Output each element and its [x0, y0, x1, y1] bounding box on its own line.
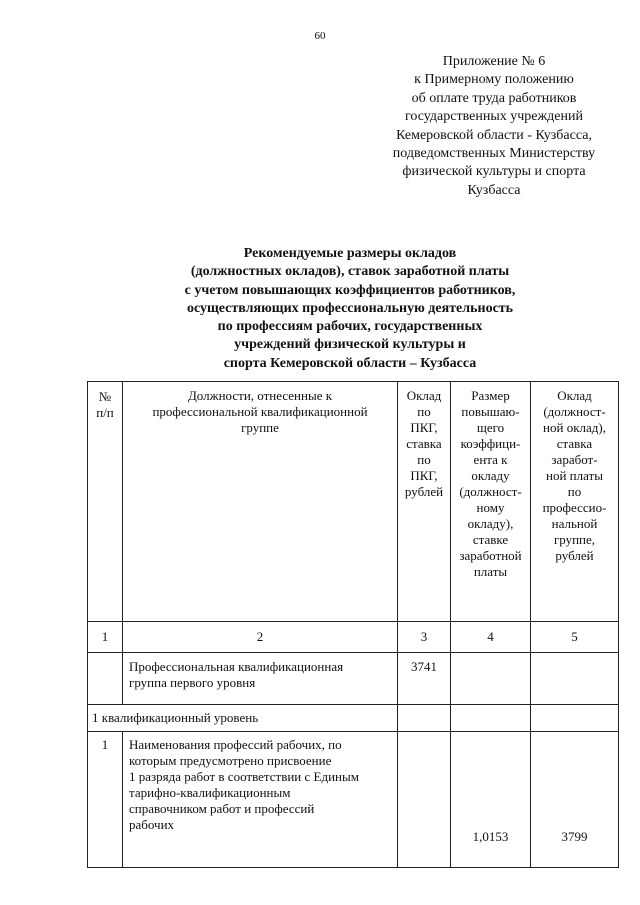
header-position — [123, 382, 398, 622]
column-number: 4 — [451, 622, 531, 653]
title-line: спорта Кемеровской области – Кузбасса — [223, 355, 477, 371]
header-line: профессио- — [542, 500, 607, 515]
profession-coefficient-cell: 1,0153 — [451, 732, 531, 868]
header-line: (должност- — [543, 404, 606, 419]
profession-pkg-cell — [398, 732, 451, 868]
table-header-row — [88, 382, 619, 622]
header-line: Должности, отнесенные к — [187, 388, 333, 403]
header-line: ставка — [556, 436, 593, 451]
cell-line: Профессиональная квалификационная — [129, 659, 344, 674]
header-line: коэффици- — [460, 436, 521, 451]
header-line: Размер — [471, 388, 510, 403]
group-salary-cell: 3741 — [398, 653, 451, 705]
header-line: рублей — [555, 548, 594, 563]
appendix-line: физической культуры и спорта — [402, 164, 586, 180]
header-line: ставка — [406, 436, 442, 451]
appendix-line: об оплате труда работников — [411, 90, 577, 106]
profession-salary-cell: 3799 — [531, 732, 619, 868]
header-coefficient — [451, 382, 531, 622]
salary-table — [87, 381, 619, 868]
group-name-cell — [123, 653, 398, 705]
column-numbers-row — [88, 622, 619, 653]
cell-line: группа первого уровня — [129, 675, 256, 690]
header-line: группе, — [553, 532, 596, 547]
profession-index-cell: 1 — [88, 732, 123, 868]
title-line: по профессиям рабочих, государственных — [217, 319, 483, 335]
level-empty-cell — [531, 705, 619, 732]
header-line: заработной — [459, 548, 522, 563]
group-final-cell — [531, 653, 619, 705]
column-number: 5 — [531, 622, 619, 653]
appendix-line: к Примерному положению — [414, 72, 574, 88]
title-line: с учетом повышающих коэффициентов работников, — [184, 282, 516, 298]
header-line: щего — [476, 420, 505, 435]
header-line: нальной — [551, 516, 598, 531]
header-line: ента к — [473, 452, 508, 467]
page-number: 60 — [314, 30, 326, 42]
header-line: Оклад — [406, 388, 442, 403]
appendix-line: Кузбасса — [467, 182, 521, 198]
cell-line: справочником работ и профессий — [129, 801, 315, 816]
header-line: группе — [241, 420, 279, 435]
level-empty-cell — [398, 705, 451, 732]
profession-name-cell — [123, 732, 398, 868]
header-line: п/п — [96, 405, 114, 420]
header-number — [88, 382, 123, 622]
header-line: № — [98, 389, 112, 404]
cell-line: которым предусмотрено присвоение — [129, 753, 332, 768]
header-line: ной платы — [546, 468, 603, 483]
level-name-cell: 1 квалификационный уровень — [88, 705, 398, 732]
title-line: (должностных окладов), ставок заработной платы — [190, 264, 510, 280]
header-line: ставке — [472, 532, 509, 547]
title-line: Рекомендуемые размеры окладов — [243, 246, 457, 261]
header-line: ному — [476, 500, 505, 515]
title-line: учреждений физической культуры и — [234, 337, 466, 353]
table-row-level — [88, 705, 619, 732]
header-line: ПКГ, — [410, 468, 438, 483]
column-number: 1 — [88, 622, 123, 653]
header-line: профессиональной квалификационной — [152, 404, 368, 419]
document-title — [120, 245, 580, 373]
header-line: ной оклад), — [543, 420, 606, 435]
header-line: окладу), — [467, 516, 514, 531]
header-line: повышаю- — [461, 404, 520, 419]
header-line: ПКГ, — [410, 420, 438, 435]
header-final-salary — [531, 382, 619, 622]
header-line: окладу — [471, 468, 510, 483]
appendix-line: государственных учреждений — [405, 109, 583, 125]
appendix-line: подведомственных Министерству — [392, 146, 596, 162]
header-line: по — [417, 404, 431, 419]
appendix-header — [368, 53, 620, 200]
column-number: 2 — [123, 622, 398, 653]
header-line: заработ- — [551, 452, 598, 467]
header-line: по — [567, 484, 582, 499]
column-number: 3 — [398, 622, 451, 653]
cell-line: тарифно-квалификационным — [129, 785, 291, 800]
header-line: Оклад — [557, 388, 592, 403]
appendix-line: Приложение № 6 — [442, 54, 546, 69]
group-index-cell — [88, 653, 123, 705]
level-empty-cell — [451, 705, 531, 732]
cell-line: Наименования профессий рабочих, по — [129, 737, 342, 752]
cell-line: 1 разряда работ в соответствии с Единым — [129, 769, 359, 784]
header-line: (должност- — [459, 484, 522, 499]
title-line: осуществляющих профессиональную деятельность — [186, 300, 514, 316]
table-row-profession — [88, 732, 619, 868]
header-pkg-salary — [398, 382, 451, 622]
group-coefficient-cell — [451, 653, 531, 705]
header-line: платы — [473, 564, 508, 579]
table-row-group — [88, 653, 619, 705]
appendix-line: Кемеровской области - Кузбасса, — [396, 127, 592, 143]
cell-line: рабочих — [129, 817, 175, 832]
header-line: рублей — [404, 484, 444, 499]
header-line: по — [417, 452, 431, 467]
